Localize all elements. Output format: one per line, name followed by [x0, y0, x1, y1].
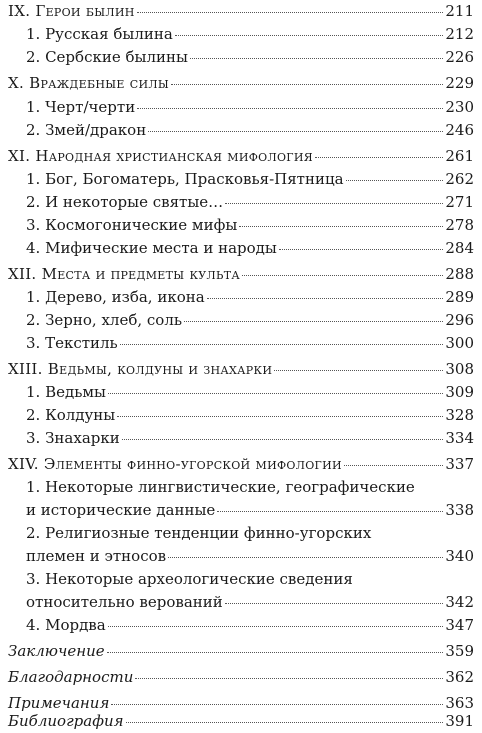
toc-page-number: 338 [445, 501, 474, 519]
toc-entry-chapter[interactable] [0, 72, 482, 94]
toc-page-number: 363 [445, 694, 474, 712]
toc-page-number: 337 [445, 455, 474, 473]
toc-entry-title: 2. Сербские былины [26, 48, 188, 66]
toc-entry-title: 2. Змей/дракон [26, 121, 147, 139]
toc-page-number: 342 [445, 593, 474, 611]
toc-entry-title: и исторические данные [26, 501, 216, 519]
toc-entry-title: Благодарности [8, 668, 134, 686]
toc-entry-section[interactable] [0, 591, 482, 613]
toc-entry-title: 1. Ведьмы [26, 383, 106, 401]
toc-page-number: 230 [445, 98, 474, 116]
toc-page-number: 229 [445, 74, 474, 92]
toc-entry-title: XII. Места и предметы культа [8, 265, 240, 283]
dot-leader [225, 603, 444, 604]
toc-entry-section[interactable] [0, 23, 482, 45]
toc-entry-title: XI. Народная христианская мифология [8, 147, 313, 165]
dot-leader [225, 203, 443, 204]
dot-leader [108, 393, 443, 394]
toc-entry-title: 3. Знахарки [26, 429, 120, 447]
toc-entry-title: Примечания [8, 694, 110, 712]
toc-entry-chapter[interactable] [0, 145, 482, 167]
dot-leader [217, 511, 443, 512]
toc-page-number: 347 [445, 616, 474, 634]
toc-entry-back[interactable] [0, 640, 482, 662]
dot-leader [120, 344, 444, 345]
toc-entry-section[interactable] [0, 96, 482, 118]
toc-page-number: 246 [445, 121, 474, 139]
toc-entry-title: 1. Бог, Богоматерь, Прасковья-Пятница [26, 170, 344, 188]
toc-entry-section[interactable] [0, 381, 482, 403]
toc-entry-title: 2. Колдуны [26, 406, 116, 424]
toc-entry-section[interactable] [0, 404, 482, 426]
toc-entry-section[interactable] [0, 191, 482, 213]
toc-page-number: 309 [445, 383, 474, 401]
toc-page-number: 296 [445, 311, 474, 329]
toc-entry-section[interactable] [0, 499, 482, 521]
toc-entry-chapter[interactable] [0, 453, 482, 475]
toc-entry-title: 1. Черт/черти [26, 98, 136, 116]
toc-page-number: 284 [445, 239, 474, 257]
dot-leader [190, 58, 443, 59]
toc-entry-title: XIII. Ведьмы, колдуны и знахарки [8, 360, 273, 378]
toc-page-number: 226 [445, 48, 474, 66]
toc-entry-section[interactable] [0, 545, 482, 567]
toc-entry-title: 4. Мордва [26, 616, 106, 634]
toc-page-number: 328 [445, 406, 474, 424]
toc-page-number: 308 [445, 360, 474, 378]
toc-page-number: 359 [445, 642, 474, 660]
toc-page-number: 288 [445, 265, 474, 283]
dot-leader [346, 180, 444, 181]
toc-page-number: 362 [445, 668, 474, 686]
dot-leader [184, 321, 443, 322]
toc-entry-back[interactable] [0, 666, 482, 688]
dot-leader [344, 465, 443, 466]
toc-entry-title: относительно верований [26, 593, 223, 611]
toc-entry-title: 2. И некоторые святые… [26, 193, 224, 211]
dot-leader [175, 35, 444, 36]
toc-entry-title: Библиография [8, 712, 124, 730]
dot-leader [122, 439, 444, 440]
dot-leader [242, 275, 443, 276]
toc-entry-title: X. Враждебные силы [8, 74, 170, 92]
dot-leader [207, 298, 444, 299]
toc-page-number: 261 [445, 147, 474, 165]
toc-entry-chapter[interactable] [0, 0, 482, 22]
toc-entry-title: 2. Зерно, хлеб, соль [26, 311, 183, 329]
dot-leader [126, 722, 444, 723]
toc-entry-section[interactable] [0, 168, 482, 190]
toc-entry-section[interactable] [0, 214, 482, 236]
dot-leader [279, 249, 444, 250]
toc-entry-first-line: 1. Некоторые лингвистические, географические [26, 478, 415, 496]
toc-page-number: 211 [445, 2, 474, 20]
toc-entry-title: 4. Мифические места и народы [26, 239, 277, 257]
toc-page-number: 334 [445, 429, 474, 447]
toc-entry-title: Заключение [8, 642, 105, 660]
dot-leader [239, 226, 443, 227]
dot-leader [137, 108, 443, 109]
toc-entry-section[interactable] [0, 332, 482, 354]
dot-leader [117, 416, 443, 417]
dot-leader [108, 626, 444, 627]
toc-entry-chapter[interactable] [0, 263, 482, 285]
toc-entry-title: 1. Русская былина [26, 25, 173, 43]
toc-entry-title: XIV. Элементы финно-угорской мифологии [8, 455, 342, 473]
dot-leader [168, 557, 443, 558]
toc-page-number: 340 [445, 547, 474, 565]
toc-entry-section[interactable] [0, 614, 482, 636]
dot-leader [315, 157, 443, 158]
dot-leader [111, 704, 443, 705]
toc-entry-back[interactable] [0, 710, 482, 732]
toc-page-number: 391 [445, 712, 474, 730]
toc-entry-title: 3. Космогонические мифы [26, 216, 238, 234]
dot-leader [171, 84, 443, 85]
toc-entry-title: 3. Текстиль [26, 334, 118, 352]
toc-entry-first-line: 2. Религиозные тенденции финно-угорских [26, 524, 372, 542]
toc-page-number: 271 [445, 193, 474, 211]
toc-entry-title: IX. Герои былин [8, 2, 135, 20]
toc-entry-section[interactable] [0, 286, 482, 308]
dot-leader [107, 652, 444, 653]
toc-entry-section[interactable] [0, 309, 482, 331]
toc-entry-title: племен и этносов [26, 547, 167, 565]
dot-leader [274, 370, 443, 371]
toc-entry-section[interactable] [0, 119, 482, 141]
toc-page-number: 262 [445, 170, 474, 188]
toc-page-number: 300 [445, 334, 474, 352]
dot-leader [135, 678, 443, 679]
toc-entry-chapter[interactable] [0, 358, 482, 380]
toc-page-number: 278 [445, 216, 474, 234]
toc-entry-section[interactable] [0, 46, 482, 68]
dot-leader [148, 131, 443, 132]
toc-entry-section[interactable] [0, 427, 482, 449]
toc-entry-section[interactable] [0, 237, 482, 259]
toc-entry-first-line: 3. Некоторые археологические сведения [26, 570, 353, 588]
toc-entry-title: 1. Дерево, изба, икона [26, 288, 205, 306]
dot-leader [137, 12, 444, 13]
toc-page-number: 289 [445, 288, 474, 306]
toc-page-number: 212 [445, 25, 474, 43]
